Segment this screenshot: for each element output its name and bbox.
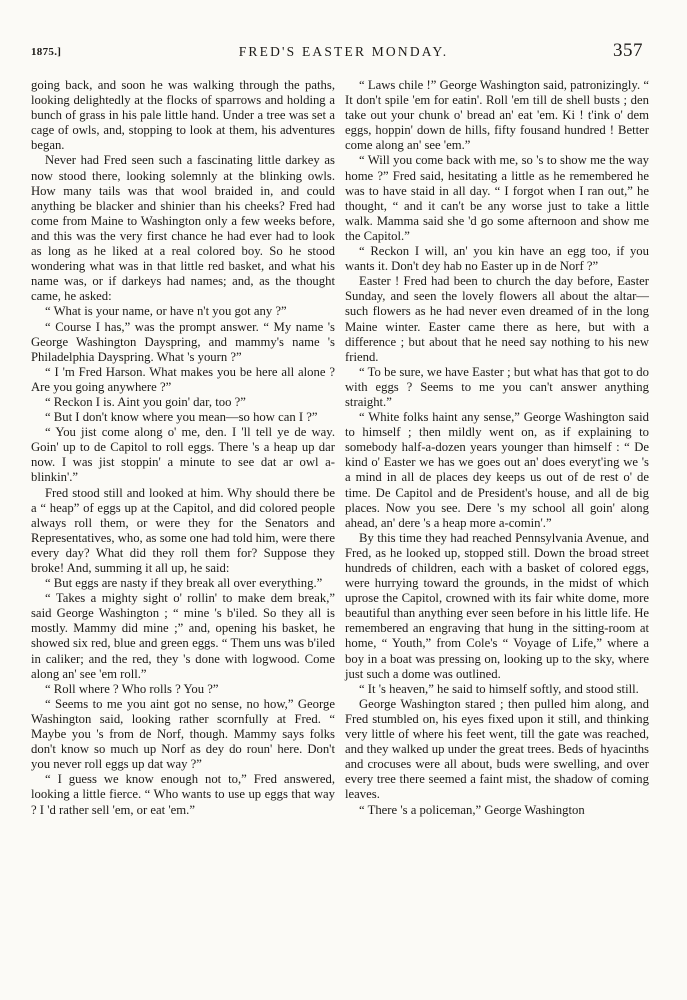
paragraph: “ I guess we know enough not to,” Fred answered, looking a little fierce. “ Who wants to use up eggs that way ? I 'd rather sell 'em, or eat 'em.” xyxy=(31,772,335,817)
paragraph: “ Reckon I will, an' you kin have an egg too, if you wants it. Don't dey hab no Easter up in de Norf ?” xyxy=(345,244,649,274)
running-header xyxy=(0,40,687,70)
header-title: FRED'S EASTER MONDAY. xyxy=(238,44,449,59)
paragraph: “ What is your name, or have n't you got any ?” xyxy=(45,304,287,319)
paragraph: “ You jist come along o' me, den. I 'll tell ye de way. Goin' up to de Capitol to roll eggs. There 's a heap up dar now. I was jist stoppin' a minute to see dat ar owl a-blinkin'.” xyxy=(31,425,335,485)
paragraph: “ Takes a mighty sight o' rollin' to make dem break,” said George Washington ; “ mine 's b'iled. So they all is mostly. Mammy did mine ;” and, opening his basket, he showed six red, blue and green eggs. “ Them uns was b'iled in caliker; and the red, they 's done with logwood. Come along an' see 'em roll.” xyxy=(31,591,335,681)
paragraph: “ White folks haint any sense,” George Washington said to himself ; then mildly went on, as if explaining to somebody half-a-dozen years younger than himself : “ De kind o' Easter we has we goes out an' does everyt'ing we 's a mind in all de places dey keeps us out of de rest o' de time. De Capitol and de President's house, and all de big places. Now you see. Dere 's my school all goin' along ahead, an' dere 's a heap more a-comin'.” xyxy=(345,410,649,530)
paragraph: George Washington stared ; then pulled him along, and Fred stumbled on, his eyes fixed upon it still, and thinking very little of where his feet went, till the gate was reached, and they walked up under the great trees. Beds of hyacinths and crocuses were all about, buds were swelling, and over every tree there seemed a faint mist, the shadow of coming leaves. xyxy=(345,696,649,802)
paragraph: Never had Fred seen such a fascinating little darkey as now stood there, looking solemnly at the blinking owls. How many tails was that wool braided in, and could anything be blacker and shinier than his cheeks? Fred had come from Maine to Washington only a few weeks before, and this was the very first chance he had ever had to look as long as he liked at a real colored boy. So he stood wondering what was in that little red basket, and what his name was, or if darkeys had names; and, as the thought came, he asked: xyxy=(31,153,335,304)
paragraph: “ Laws chile !” George Washington said, patronizingly. “ It don't spile 'em for eatin'. Roll 'em till de shell busts ; den take out your chunk o' bread an' eat 'em. Ki ! t'ink o' dem eggs, hoppin' down de hills, fifty fousand hundred ! Better come along an' see 'em.” xyxy=(345,78,649,153)
paragraph: going back, and soon he was walking through the paths, looking delightedly at the flocks of sparrows and holding a bunch of grass in his pale little hand. Under a tree was set a cage of owls, and, stopping to look at them, his adventures began. xyxy=(31,78,335,153)
paragraph: “ There 's a policeman,” George Washington xyxy=(359,802,585,817)
paragraph: “ But eggs are nasty if they break all over everything.” xyxy=(45,576,323,591)
paragraph: “ Roll where ? Who rolls ? You ?” xyxy=(45,681,219,696)
paragraph: “ Reckon I is. Aint you goin' dar, too ?” xyxy=(45,394,246,409)
paragraph: By this time they had reached Pennsylvania Avenue, and Fred, as he looked up, stopped still. Down the broad street hundreds of children, each with a basket of colored eggs, were hurrying toward the grounds, in the midst of which uprose the Capitol, crowned with its fair white dome, more beautiful than anything ever seen before in his little life. He remembered an engraving that hung in the sitting-room at home, “ Youth,” from Cole's “ Voyage of Life,” where a boy in a boat was pressing on, looking up to the sky, where just such a dome was outlined. xyxy=(345,530,649,681)
header-date: 1875.] xyxy=(31,46,62,58)
paragraph: Fred stood still and looked at him. Why should there be a “ heap” of eggs up at the Capitol, and did colored people always roll them, or were they for the Senators and Representatives, who, as some one had told him, were there every day? What did they roll them for? Suppose they broke! And, summing it all up, he said: xyxy=(31,485,335,575)
paragraph: “ I 'm Fred Harson. What makes you be here all alone ? Are you going anywhere ?” xyxy=(31,364,335,394)
page-number: 357 xyxy=(613,40,643,61)
paragraph: “ Will you come back with me, so 's to show me the way home ?” Fred said, hesitating a little as he remembered he was to have staid in all day. “ I forgot when I ran out,” he thought, “ and it can't be any worse just to take a little walk. Mamma said she 'd go some afternoon and show me the Capitol.” xyxy=(345,153,649,243)
paragraph: Easter ! Fred had been to church the day before, Easter Sunday, and seen the lovely flowers all about the altar—such flowers as he had never even dreamed of in the long Maine winter. Easter came there as here, but with a difference ; but about that he need say nothing to his new friend. xyxy=(345,274,649,364)
paragraph: “ But I don't know where you mean—so how can I ?” xyxy=(45,410,318,425)
paragraph: “ Course I has,” was the prompt answer. “ My name 's George Washington Dayspring, and mammy's name 's Philadelphia Dayspring. What 's yourn ?” xyxy=(31,319,335,364)
paragraph: “ To be sure, we have Easter ; but what has that got to do with eggs ? Seems to me you can't answer anything straight.” xyxy=(345,364,649,409)
paragraph: “ It 's heaven,” he said to himself softly, and stood still. xyxy=(359,681,639,696)
paragraph: “ Seems to me you aint got no sense, no how,” George Washington said, looking rather scornfully at Fred. “ Maybe you 's from de Norf, though. Mammy says folks don't know so much up Norf as dey do roun' here. Don't you never roll eggs up dat way ?” xyxy=(31,696,335,772)
left-column xyxy=(31,78,335,818)
right-column xyxy=(345,78,649,818)
